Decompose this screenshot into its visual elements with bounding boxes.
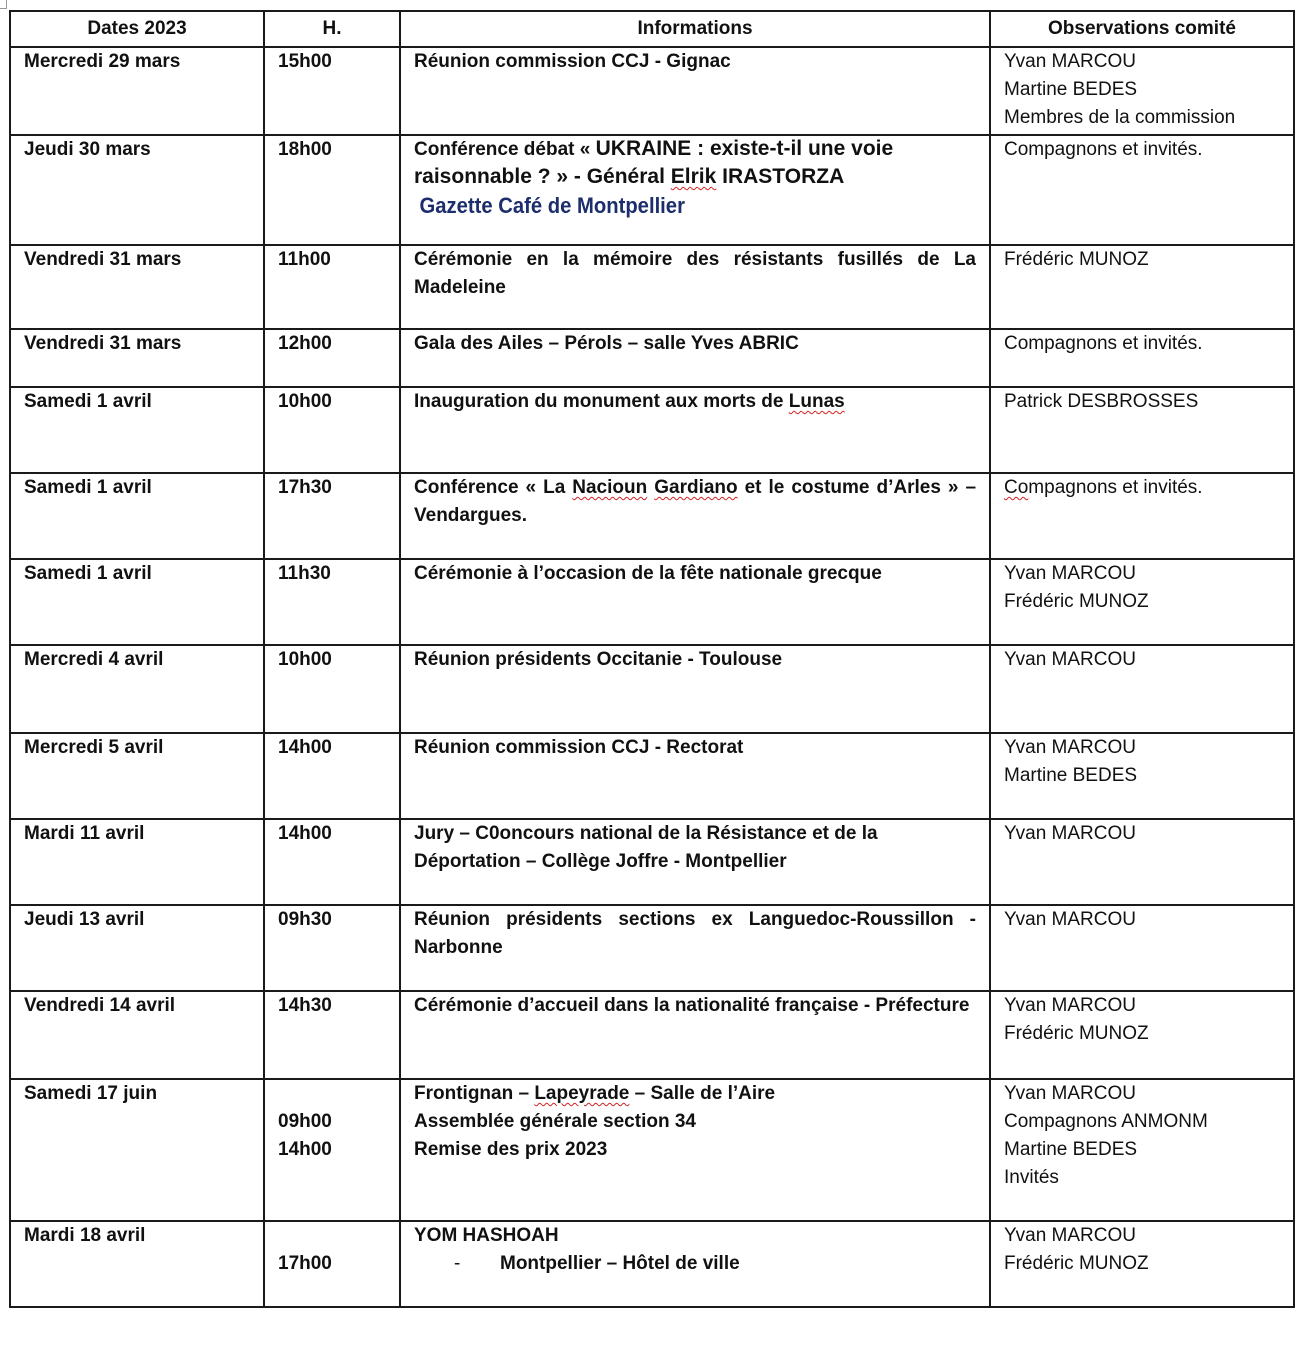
hour-line: 09h00 xyxy=(278,1111,332,1132)
row-info: Réunion commission CCJ - Gignac xyxy=(400,47,990,135)
row-hour: 11h00 xyxy=(264,245,400,329)
obs-line: Yvan MARCOU xyxy=(1004,649,1136,670)
info-line: Remise des prix 2023 xyxy=(414,1139,608,1160)
obs-line: Yvan MARCOU xyxy=(1004,737,1136,758)
obs-line: Invités xyxy=(1004,1167,1059,1188)
row-hour: 09h30 xyxy=(264,905,400,991)
bullet-dash: - xyxy=(454,1253,461,1274)
hour-spacer xyxy=(278,1222,386,1250)
info-text: Conférence débat « xyxy=(414,139,596,160)
row-obs xyxy=(990,135,1294,245)
obs-line: Frédéric MUNOZ xyxy=(1004,591,1149,612)
row-hour xyxy=(264,1079,400,1221)
row-info: Réunion présidents sections ex Languedoc-Roussillon - Narbonne xyxy=(400,905,990,991)
obs-line: Yvan MARCOU xyxy=(1004,995,1136,1016)
obs-line: Yvan MARCOU xyxy=(1004,563,1136,584)
table-row xyxy=(10,245,1294,329)
obs-line: Yvan MARCOU xyxy=(1004,823,1136,844)
row-obs xyxy=(990,1079,1294,1221)
bullet-item xyxy=(414,1250,976,1278)
hour-line: 14h00 xyxy=(278,1139,332,1160)
info-text: – Salle de l’Aire xyxy=(629,1083,776,1104)
info-text: Inauguration du monument aux morts de xyxy=(414,391,789,412)
row-hour: 14h00 xyxy=(264,733,400,819)
row-obs xyxy=(990,329,1294,387)
obs-line: Compagnons ANMONM xyxy=(1004,1111,1208,1132)
row-info: Réunion présidents Occitanie - Toulouse xyxy=(400,645,990,733)
table-row xyxy=(10,473,1294,559)
obs-line: Patrick DESBROSSES xyxy=(1004,391,1199,412)
spellcheck-word: Lunas xyxy=(788,391,845,412)
spellcheck-word: Gardiano xyxy=(654,477,738,498)
row-date: Mercredi 29 mars xyxy=(10,47,264,135)
row-obs xyxy=(990,387,1294,473)
row-obs xyxy=(990,1221,1294,1307)
table-row xyxy=(10,387,1294,473)
row-date: Mardi 18 avril xyxy=(10,1221,264,1307)
info-text: UKRAINE : existe-t-il une voie raisonnable ? » - Général xyxy=(414,137,894,188)
row-date: Vendredi 14 avril xyxy=(10,991,264,1079)
schedule-table xyxy=(9,10,1295,1308)
info-line: YOM HASHOAH xyxy=(414,1225,559,1246)
row-date: Mercredi 5 avril xyxy=(10,733,264,819)
info-text: et le costume d’Arles » – Vendargues. xyxy=(414,477,977,526)
row-obs xyxy=(990,733,1294,819)
row-date: Samedi 1 avril xyxy=(10,473,264,559)
obs-line: Yvan MARCOU xyxy=(1004,1225,1136,1246)
row-info: Cérémonie d’accueil dans la nationalité française - Préfecture xyxy=(400,991,990,1079)
table-row xyxy=(10,1221,1294,1307)
header-dates: Dates 2023 xyxy=(10,11,264,47)
row-obs xyxy=(990,645,1294,733)
obs-line: Martine BEDES xyxy=(1004,1139,1138,1160)
row-obs xyxy=(990,245,1294,329)
info-text: Conférence « La xyxy=(414,477,573,498)
row-obs xyxy=(990,47,1294,135)
table-row xyxy=(10,47,1294,135)
obs-line: Yvan MARCOU xyxy=(1004,51,1136,72)
row-info xyxy=(400,1221,990,1307)
row-info xyxy=(400,1079,990,1221)
row-hour: 15h00 xyxy=(264,47,400,135)
row-info xyxy=(400,387,990,473)
table-row xyxy=(10,733,1294,819)
obs-line: Membres de la commission xyxy=(1004,107,1236,128)
row-date: Samedi 17 juin xyxy=(10,1079,264,1221)
row-obs xyxy=(990,473,1294,559)
row-info: Cérémonie à l’occasion de la fête nationale grecque xyxy=(400,559,990,645)
obs-line: Martine BEDES xyxy=(1004,765,1138,786)
row-hour: 14h30 xyxy=(264,991,400,1079)
row-hour: 12h00 xyxy=(264,329,400,387)
row-obs xyxy=(990,819,1294,905)
obs-line: Yvan MARCOU xyxy=(1004,909,1136,930)
spellcheck-word: Elrik xyxy=(670,165,717,188)
table-row xyxy=(10,329,1294,387)
row-date: Jeudi 13 avril xyxy=(10,905,264,991)
obs-line: mpagnons et invités. xyxy=(1028,477,1203,498)
row-hour: 18h00 xyxy=(264,135,400,245)
info-venue: Gazette Café de Montpellier xyxy=(419,193,685,218)
hour-spacer xyxy=(278,1080,386,1108)
row-info: Jury – C0oncours national de la Résistance et de la Déportation – Collège Joffre - Montpellier xyxy=(400,819,990,905)
table-row xyxy=(10,819,1294,905)
row-hour: 10h00 xyxy=(264,387,400,473)
row-info: Cérémonie en la mémoire des résistants fusillés de La Madeleine xyxy=(400,245,990,329)
row-hour: 14h00 xyxy=(264,819,400,905)
obs-line: Compagnons et invités. xyxy=(1004,333,1203,354)
spellcheck-word: Nacioun xyxy=(572,477,648,498)
row-info xyxy=(400,473,990,559)
info-line: Assemblée générale section 34 xyxy=(414,1111,696,1132)
table-row xyxy=(10,645,1294,733)
header-info: Informations xyxy=(400,11,990,47)
row-info: Gala des Ailes – Pérols – salle Yves ABRIC xyxy=(400,329,990,387)
row-hour: 11h30 xyxy=(264,559,400,645)
bullet-text: Montpellier – Hôtel de ville xyxy=(500,1253,740,1274)
spellcheck-word: Lapeyrade xyxy=(534,1083,630,1104)
row-date: Mardi 11 avril xyxy=(10,819,264,905)
table-row xyxy=(10,905,1294,991)
obs-line: Frédéric MUNOZ xyxy=(1004,1253,1149,1274)
info-text: IRASTORZA xyxy=(716,165,845,188)
row-hour: 17h30 xyxy=(264,473,400,559)
table-row xyxy=(10,1079,1294,1221)
hour-line: 17h00 xyxy=(278,1253,332,1274)
row-obs xyxy=(990,905,1294,991)
header-obs: Observations comité xyxy=(990,11,1294,47)
obs-line: Yvan MARCOU xyxy=(1004,1083,1136,1104)
row-date: Mercredi 4 avril xyxy=(10,645,264,733)
row-date: Samedi 1 avril xyxy=(10,387,264,473)
row-date: Samedi 1 avril xyxy=(10,559,264,645)
row-obs xyxy=(990,559,1294,645)
table-row xyxy=(10,991,1294,1079)
row-obs xyxy=(990,991,1294,1079)
info-line xyxy=(414,1080,976,1108)
table-row xyxy=(10,559,1294,645)
obs-line: Frédéric MUNOZ xyxy=(1004,1023,1149,1044)
obs-line: Compagnons et invités. xyxy=(1004,139,1203,160)
info-text: Frontignan – xyxy=(414,1083,535,1104)
header-hour: H. xyxy=(264,11,400,47)
table-row xyxy=(10,135,1294,245)
obs-line: Martine BEDES xyxy=(1004,79,1138,100)
row-info xyxy=(400,135,990,245)
corner-mark xyxy=(0,0,7,9)
row-hour: 10h00 xyxy=(264,645,400,733)
row-date: Vendredi 31 mars xyxy=(10,245,264,329)
row-hour xyxy=(264,1221,400,1307)
header-row xyxy=(10,11,1294,47)
row-date: Jeudi 30 mars xyxy=(10,135,264,245)
spellcheck-word: Co xyxy=(1004,477,1029,498)
row-date: Vendredi 31 mars xyxy=(10,329,264,387)
row-info: Réunion commission CCJ - Rectorat xyxy=(400,733,990,819)
obs-line: Frédéric MUNOZ xyxy=(1004,249,1149,270)
